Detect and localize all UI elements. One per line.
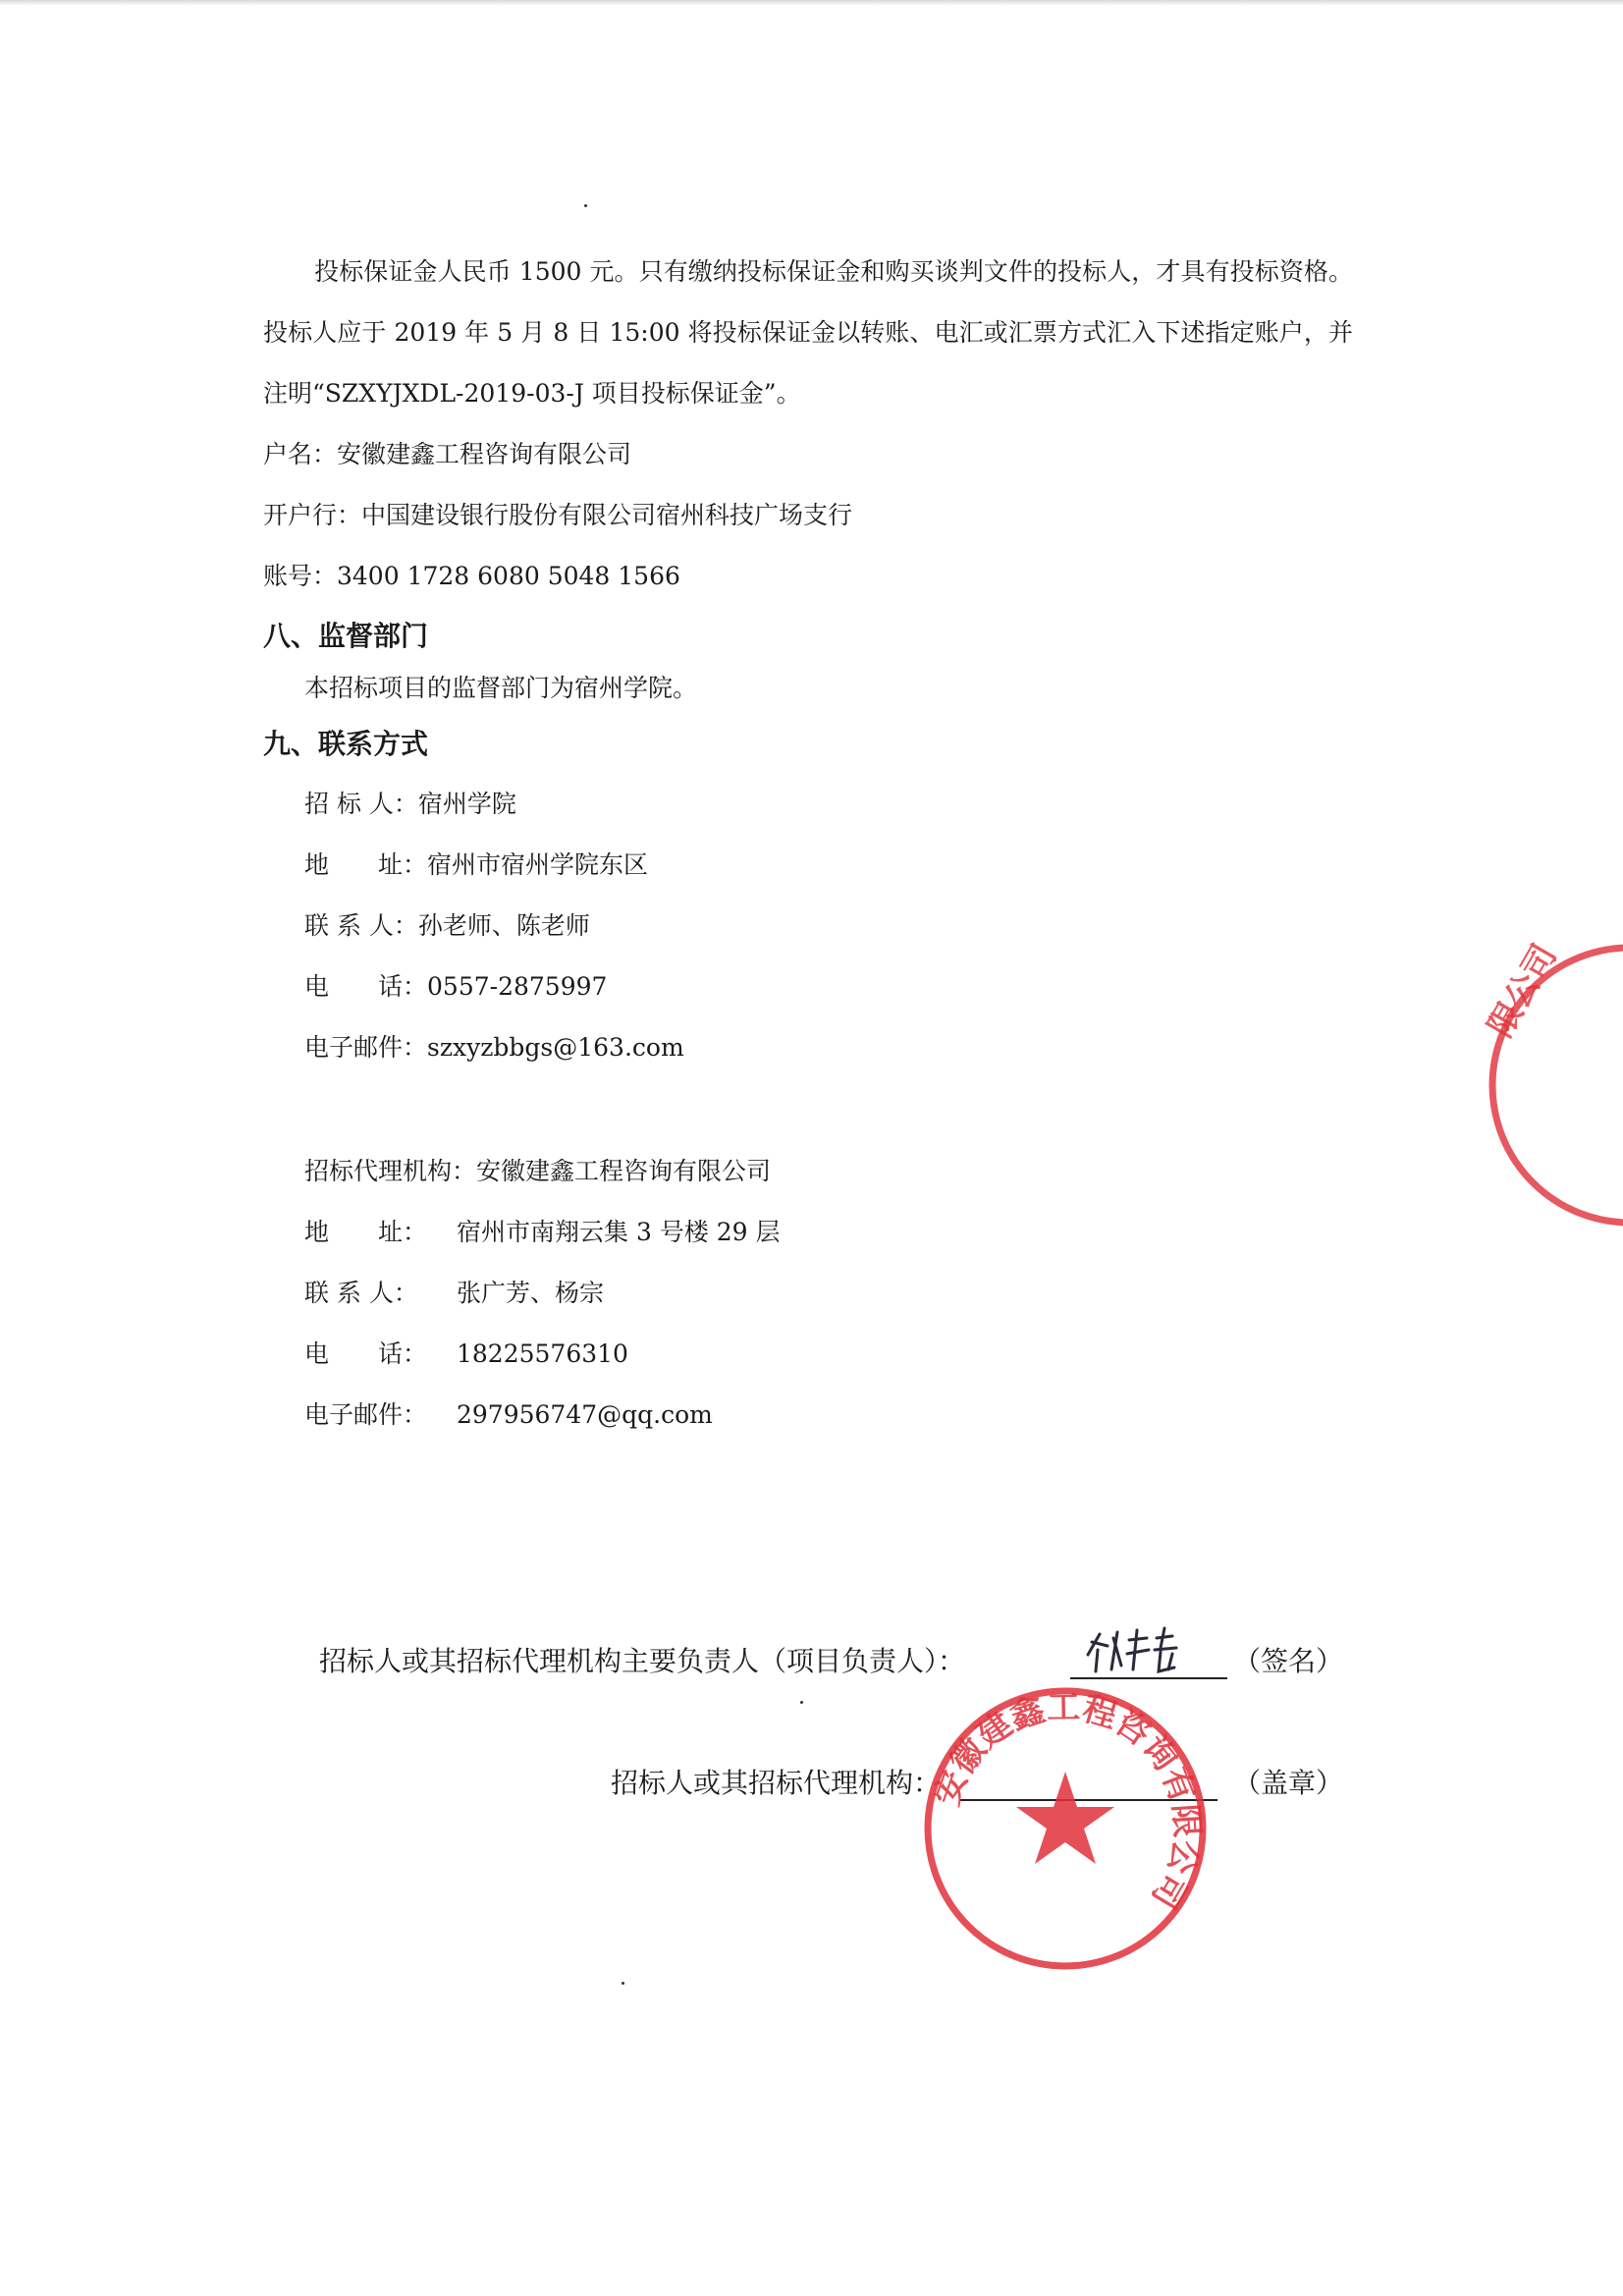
scan-speck	[584, 204, 587, 207]
responsible-label: 招标人或其招标代理机构主要负责人（项目负责人）：	[319, 1645, 966, 1677]
tenderer-address-value: 宿州市宿州学院东区	[427, 850, 649, 879]
agency-address-label: 地 址：	[304, 1218, 428, 1246]
company-seal	[918, 1681, 1213, 1980]
scan-speck	[622, 1982, 624, 1985]
tenderer-email-row	[304, 1035, 684, 1060]
tenderer-email-label: 电子邮件：	[304, 1033, 428, 1062]
agency-phone-label: 电 话：	[304, 1339, 428, 1368]
agency-email-value: 297956747@qq.com	[457, 1400, 713, 1429]
account-name: 户名：安徽建鑫工程咨询有限公司	[263, 440, 632, 468]
tenderer-address-label: 地 址：	[304, 850, 428, 879]
responsible-suffix: （签名）	[1233, 1645, 1344, 1677]
section9-heading: 九、联系方式	[263, 728, 429, 760]
deposit-paragraph-text: 投标保证金人民币 1500 元。只有缴纳投标保证金和购买谈判文件的投标人，才具有投标资格。投标人应于 2019 年 5 月 8 日 15:00 将投标保证金以转账、电汇或汇票方式汇入下述指定账户，并注明“SZXYJXDL-2019-03-J 项目投标保证金”。	[263, 257, 1353, 408]
tenderer-value: 宿州学院	[417, 790, 516, 818]
agency-contact-row	[304, 1281, 604, 1305]
tenderer-contact-row	[304, 913, 590, 938]
agency-contact-label: 联 系 人：	[304, 1279, 418, 1307]
tenderer-phone-value: 0557-2875997	[427, 972, 608, 1001]
agency-email-row	[304, 1402, 713, 1427]
agency-address-row	[304, 1220, 781, 1244]
deposit-paragraph	[263, 242, 1353, 424]
scan-edge	[0, 0, 1623, 6]
tenderer-contact-label: 联 系 人：	[304, 911, 418, 940]
tenderer-contact-value: 孙老师、陈老师	[417, 911, 590, 940]
tenderer-label: 招 标 人：	[304, 790, 418, 818]
side-seal	[1473, 933, 1623, 1241]
agency-email-label: 电子邮件：	[304, 1400, 428, 1429]
tenderer-row	[304, 792, 516, 816]
account-number: 账号：3400 1728 6080 5048 1566	[263, 562, 680, 590]
agency-phone-row	[304, 1341, 628, 1366]
side-seal-text: 限公司	[1481, 937, 1565, 1045]
handwritten-signature	[1078, 1620, 1216, 1683]
scan-speck	[800, 1701, 803, 1704]
agency-value: 安徽建鑫工程咨询有限公司	[476, 1157, 772, 1185]
agency-phone-value: 18225576310	[457, 1339, 628, 1368]
agency-label: 招标代理机构：	[304, 1157, 477, 1185]
seal-text: 安徽建鑫工程咨询有限公司	[927, 1687, 1207, 1916]
agency-sign-label: 招标人或其招标代理机构：	[611, 1767, 942, 1799]
agency-sign-suffix: （盖章）	[1233, 1767, 1344, 1799]
section8-text: 本招标项目的监督部门为宿州学院。	[304, 674, 698, 702]
tenderer-phone-label: 电 话：	[304, 972, 428, 1001]
agency-contact-value: 张广芳、杨宗	[457, 1279, 605, 1307]
tenderer-phone-row	[304, 974, 607, 999]
account-bank: 开户行：中国建设银行股份有限公司宿州科技广场支行	[263, 501, 853, 529]
tenderer-address-row	[304, 852, 648, 877]
section8-heading: 八、监督部门	[263, 620, 429, 652]
agency-row	[304, 1159, 771, 1183]
tenderer-email-value: szxyzbbgs@163.com	[427, 1033, 684, 1062]
agency-address-value: 宿州市南翔云集 3 号楼 29 层	[457, 1218, 781, 1246]
